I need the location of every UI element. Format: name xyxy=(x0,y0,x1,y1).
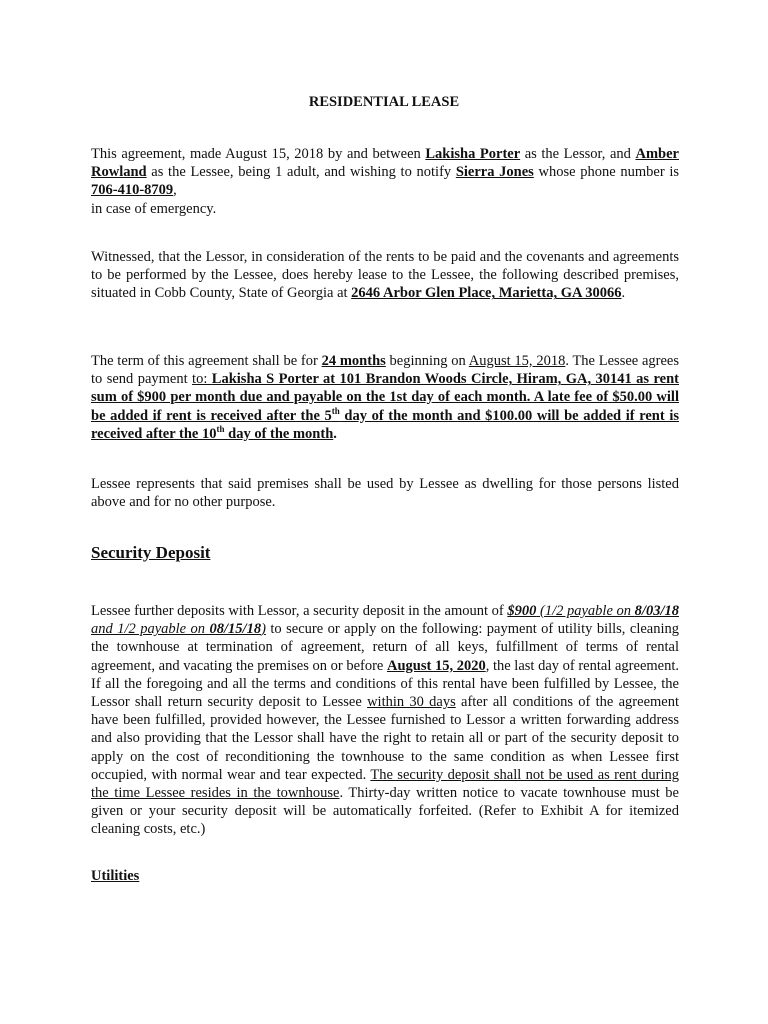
text: ) xyxy=(261,621,266,638)
text: , the last day of rental agreement. If all the foregoing and all the terms and conditions of this rental have been fulfilled by Lessee, the Lessor shall return security deposit to Lessee xyxy=(91,657,679,711)
superscript: th xyxy=(216,423,225,434)
term-paragraph xyxy=(91,352,679,443)
text: rent is received after the 5 xyxy=(166,407,332,424)
security-deposit-heading: Security Deposit xyxy=(91,543,211,562)
text: . Thirty-day written notice to vacate townhouse must be given or your security deposit will be automatically forfeited. (Refer to Exhibit A for itemized cleaning costs, etc.) xyxy=(91,785,679,838)
text: to: xyxy=(192,371,212,388)
use-paragraph: Lessee represents that said premises shall be used by Lessee as dwelling for those persons listed above and for no other purpose. xyxy=(91,476,679,511)
return-period: within 30 days xyxy=(367,694,456,711)
superscript: th xyxy=(331,405,340,416)
text: day of the month and $100.00 will be added if rent is received after the 10 xyxy=(91,407,679,442)
text: day of the month xyxy=(224,425,334,442)
payment-terms: Lakisha S Porter at 101 Brandon Woods Circle, Hiram, GA, 30141 as rent sum of $900 per month due and payable on the 1st day of each month. A late fee of $50.00 will be added if xyxy=(91,371,679,424)
deposit-date-2: 08/15/18 xyxy=(209,621,262,638)
text: beginning on xyxy=(385,353,469,369)
premises-paragraph xyxy=(91,248,679,303)
security-deposit-paragraph xyxy=(91,602,679,839)
utilities-heading: Utilities xyxy=(91,868,140,884)
text: to secure or apply on the following: payment of utility bills, cleaning the townhouse at termination of agreement, return of all keys, fulfillment of terms of rental agreement, and vacating the premises on or before xyxy=(91,621,679,674)
deposit-date-1: 8/03/18 xyxy=(634,603,679,619)
emergency-contact-phone: 706-410-8709 xyxy=(91,182,174,199)
text: whose phone number is xyxy=(533,164,680,181)
text: The term of this agreement shall be for xyxy=(91,353,322,369)
text: . The Lessee agrees to send payment xyxy=(91,353,679,388)
premises-address: 2646 Arbor Glen Place, Marietta, GA 30066 xyxy=(351,285,622,302)
lessor-name: Lakisha Porter xyxy=(425,146,521,162)
parties-paragraph xyxy=(91,145,679,218)
text: as the Lessor, and xyxy=(520,146,636,162)
text: after all conditions of the agreement have been fulfilled, provided however, the Lessee furnished to Lessor a written forwarding address and also providing that the Lessor shall have the right to retain all or part of the security deposit to apply on the cost of reconditioning the townhouse to the same condition as when Lessee first occupied, with normal wear and tear expected. xyxy=(91,694,679,783)
text: and 1/2 payable on xyxy=(91,621,210,638)
lease-start-date: August 15, 2018 xyxy=(468,353,566,369)
text: as the Lessee, being 1 adult, and wishing to notify xyxy=(146,164,456,181)
text: (1/2 payable on xyxy=(536,603,635,619)
text: . xyxy=(621,285,626,302)
deposit-amount: $900 xyxy=(507,603,537,619)
text: Witnessed, that the Lessor, in consideration of the rents to be paid and the covenants and agreements to be performed by the Lessee, does hereby lease to the Lessee, the following described premises, situated in Cobb County, State of Georgia at xyxy=(91,249,679,302)
not-rent-clause: The security deposit shall not be used as rent during the time Lessee resides in the townhouse xyxy=(91,766,679,802)
lease-term: 24 months xyxy=(321,353,386,369)
emergency-contact-name: Sierra Jones xyxy=(455,164,534,181)
lessee-name: Amber Rowland xyxy=(91,146,679,181)
document-title: RESIDENTIAL LEASE xyxy=(308,94,460,110)
text: , xyxy=(173,182,177,199)
late-fee-terms xyxy=(91,405,679,442)
text: Lessee further deposits with Lessor, a security deposit in the amount of xyxy=(91,603,508,619)
text: in case of emergency. xyxy=(91,200,217,217)
text: This agreement, made August 15, 2018 by and between xyxy=(91,146,426,162)
text: . xyxy=(333,425,337,442)
vacate-date: August 15, 2020 xyxy=(386,657,486,674)
